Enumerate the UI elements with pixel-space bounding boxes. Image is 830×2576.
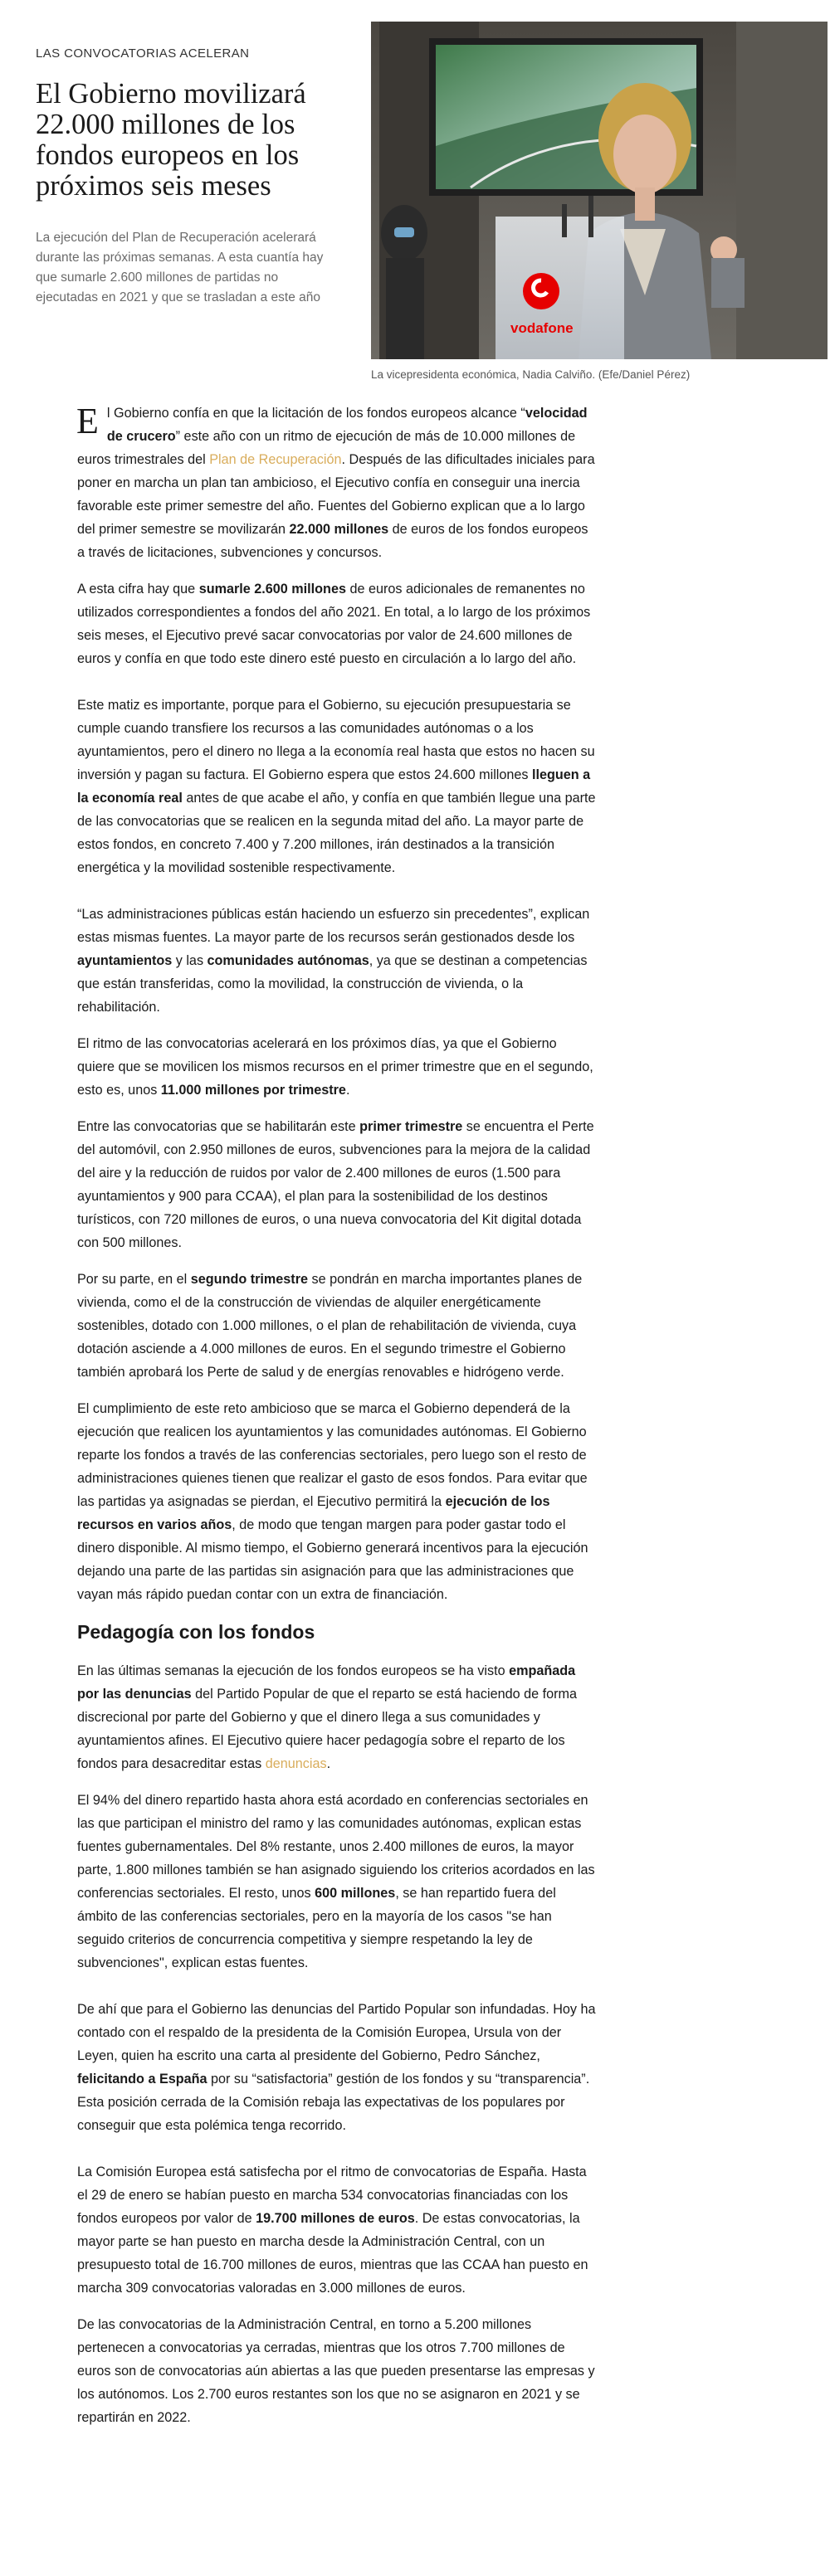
podium-brand: vodafone (510, 320, 574, 336)
article-body (77, 402, 598, 2452)
paragraph-8: El cumplimiento de este reto ambicioso que se marca el Gobierno dependerá de la ejecución que realicen los ayuntamientos y las comunidades autónomas. El Gobierno reparte los fondos a través de las conferencias sectoriales, pero luego son el resto de administraciones quienes tienen que realizar el gasto de esos fondos. Para evitar que las partidas ya asignadas se pierdan, el Ejecutivo permitirá la ejecución de los recursos en varios años, de modo que tengan margen para poder gastar todo el dinero disponible. Al mismo tiempo, el Gobierno generará incentivos para la ejecución dejando una parte de las partidas sin asignación para que las administraciones que vayan más rápido puedan contar con un extra de financiación. (77, 1401, 588, 1602)
paragraph-9: En las últimas semanas la ejecución de los fondos europeos se ha visto empañada por las denuncias del Partido Popular de que el reparto se está haciendo de forma discrecional por parte del Gobierno y que el dinero llega a sus comunidades y ayuntamientos afines. El Ejecutivo quiere hacer pedagogía sobre el reparto de los fondos para desacreditar estas denuncias. (77, 1663, 577, 1771)
drop-cap: E (76, 401, 99, 441)
photo-illustration (371, 22, 828, 359)
paragraph-3: Este matiz es importante, porque para el Gobierno, su ejecución presupuestaria se cumple cuando transfiere los recursos a las comunidades autónomas o a los ayuntamientos, pero el dinero no llega a la economía real hasta que estos no hacen su inversión y pagan su factura. El Gobierno espera que estos 24.600 millones lleguen a la economía real antes de que acabe el año, y confía en que también llegue una parte de las convocatorias que se realicen en la segunda mitad del año. La mayor parte de estos fondos, en concreto 7.400 y 7.200 millones, irán destinados a la transición energética y la movilidad sostenible respectivamente. (77, 698, 596, 875)
photo-caption: La vicepresidenta económica, Nadia Calviño. (Efe/Daniel Pérez) (371, 368, 691, 381)
article-header (36, 22, 828, 383)
lead-photo[interactable] (371, 22, 828, 359)
plan-recuperacion-link[interactable]: Plan de Recuperación (209, 452, 342, 467)
paragraph-4: “Las administraciones públicas están haciendo un esfuerzo sin precedentes”, explican estas mismas fuentes. La mayor parte de los recursos serán gestionados desde los ayuntamientos y las comunidades autónomas, ya que se destinan a competencias que están transferidas, como la movilidad, la construcción de vivienda, o la rehabilitación. (77, 907, 590, 1015)
paragraph-7: Por su parte, en el segundo trimestre se pondrán en marcha importantes planes de vivienda, como el de la construcción de viviendas de alquiler energéticamente sostenibles, dotado con 1.000 millones, o el plan de rehabilitación de vivienda, cuya dotación asciende a 4.000 millones de euros. En el segundo trimestre el Gobierno también aprobará los Perte de salud y de energías renovables e hidrógeno verde. (77, 1272, 583, 1380)
kicker[interactable]: LAS CONVOCATORIAS ACELERAN (36, 46, 250, 61)
paragraph-6: Entre las convocatorias que se habilitarán este primer trimestre se encuentra el Perte del automóvil, con 2.950 millones de euros, subvenciones para la mejora de la calidad del aire y la reducción de ruidos por valor de 2.400 millones de euros (1.500 para ayuntamientos y 900 para CCAA), el plan para la sostenibilidad de los destinos turísticos, con 720 millones de euros, o una nueva convocatoria del Kit digital dotada con 500 millones. (77, 1119, 594, 1250)
paragraph-13: De las convocatorias de la Administración Central, en torno a 5.200 millones pertenecen a convocatorias ya cerradas, mientras que los otros 7.700 millones de euros son de convocatorias aún abiertas a las que pueden presentarse las empresas y los autónomos. Los 2.700 euros restantes son los que no se asignaron en 2021 y se repartirán en 2022. (77, 2317, 595, 2425)
headline: El Gobierno movilizará 22.000 millones de los fondos europeos en los próximos seis meses (36, 78, 306, 202)
section-subheading: Pedagogía con los fondos (77, 1621, 315, 1643)
paragraph-12: La Comisión Europea está satisfecha por el ritmo de convocatorias de España. Hasta el 29 de enero se habían puesto en marcha 534 convocatorias financiadas con los fondos europeos por valor de 19.700 millones de euros. De estas convocatorias, la mayor parte se han puesto en marcha desde la Administración Central, con un presupuesto total de 16.700 millones de euros, mientras que las CCAA han puesto en marcha 309 convocatorias valoradas en 3.000 millones de euros. (77, 2165, 588, 2296)
paragraph-1: El Gobierno confía en que la licitación de los fondos europeos alcance “velocidad de crucero” este año con un ritmo de ejecución de más de 10.000 millones de euros trimestrales del Plan de Recuperación. Después de las dificultades iniciales para poner en marcha un plan tan ambicioso, el Ejecutivo confía en conseguir una inercia favorable este primer semestre del año. Fuentes del Gobierno explican que a lo largo del primer semestre se movilizarán 22.000 millones de euros de los fondos europeos a través de licitaciones, subvenciones y concursos. (76, 401, 595, 560)
denuncias-link[interactable]: denuncias (265, 1756, 327, 1771)
header-text (36, 22, 343, 308)
paragraph-5: El ritmo de las convocatorias acelerará en los próximos días, ya que el Gobierno quiere que se movilicen los mismos recursos en el primer trimestre que en el segundo, esto es, unos 11.000 millones por trimestre. (77, 1036, 593, 1098)
paragraph-2: A esta cifra hay que sumarle 2.600 millones de euros adicionales de remanentes no utilizados correspondientes a fondos del año 2021. En total, a lo largo de los próximos seis meses, el Ejecutivo prevé sacar convocatorias por valor de 24.600 millones de euros y confía en que todo este dinero esté puesto en circulación a lo largo del año. (77, 582, 591, 666)
paragraph-10: El 94% del dinero repartido hasta ahora está acordado en conferencias sectoriales en las que participan el ministro del ramo y las comunidades autónomas, explican estas fuentes gubernamentales. Del 8% restante, unos 2.400 millones de euros, la mayor parte, 1.800 millones también se han asignado siguiendo los criterios acordados en las conferencias sectoriales. El resto, unos 600 millones, se han repartido fuera del ámbito de las conferencias sectoriales, pero en la mayoría de los casos "se han seguido criterios de concurrencia competitiva y siempre respetando la ley de subvenciones", explican estas fuentes. (77, 1793, 595, 1970)
paragraph-11: De ahí que para el Gobierno las denuncias del Partido Popular son infundadas. Hoy ha contado con el respaldo de la presidenta de la Comisión Europea, Ursula von der Leyen, quien ha escrito una carta al presidente del Gobierno, Pedro Sánchez, felicitando a España por su “satisfactoria” gestión de los fondos y su “transparencia”. Esta posición cerrada de la Comisión rebaja las expectativas de los populares por conseguir que esta polémica tenga recorrido. (77, 2002, 596, 2133)
lede: La ejecución del Plan de Recuperación acelerará durante las próximas semanas. A esta cuantía hay que sumarle 2.600 millones de partidas no ejecutadas en 2021 y que se trasladan a este año (36, 231, 324, 304)
